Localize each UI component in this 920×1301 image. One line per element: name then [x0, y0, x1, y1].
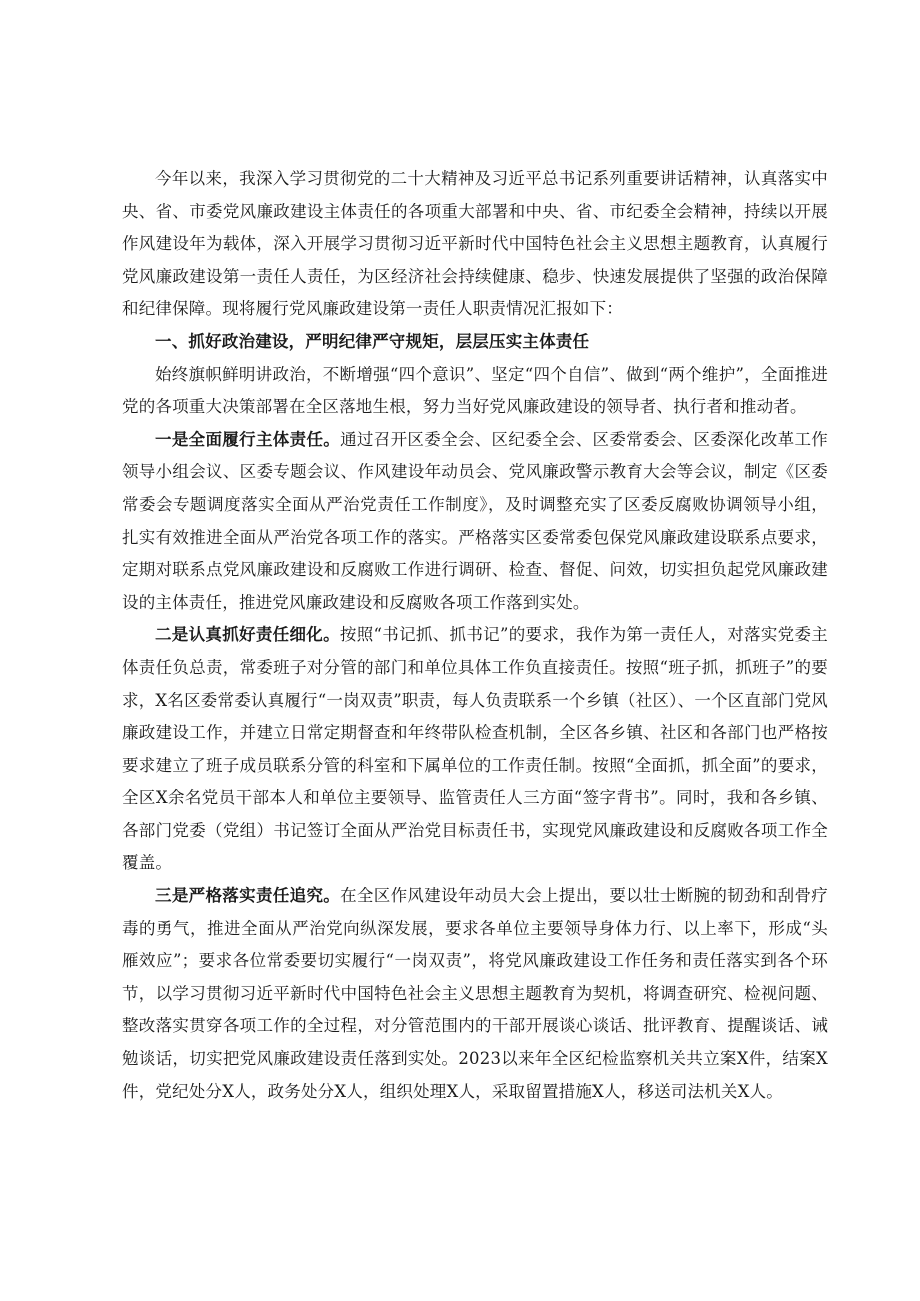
point-3-paragraph: [122, 880, 828, 1108]
section-heading-1: 一、抓好政治建设，严明纪律严守规矩，层层压实主体责任: [155, 331, 590, 351]
document-body: [122, 163, 828, 1108]
point-2-text: 按照“书记抓、抓书记”的要求，我作为第一责任人，对落实党委主体责任负总责，常委班子对分管的部门和单位具体工作负直接责任。按照“班子抓，抓班子”的要求，X名区委常委认真履行“一岗双责”职责，每人负责联系一个乡镇（社区）、一个区直部门党风廉政建设工作，并建立日常定期督查和年终带队检查机制，全区各乡镇、社区和各部门也严格按要求建立了班子成员联系分管的科室和下属单位的工作责任制。按照“全面抓，抓全面”的要求，全区X余名党员干部本人和单位主要领导、监管责任人三方面“签字背书”。同时，我和各乡镇、各部门党委（党组）书记签订全面从严治党目标责任书，实现党风廉政建设和反腐败各项工作全覆盖。: [122, 625, 828, 873]
intro-paragraph: 今年以来，我深入学习贯彻党的二十大精神及习近平总书记系列重要讲话精神，认真落实中央、省、市委党风廉政建设主体责任的各项重大部署和中央、省、市纪委全会精神，持续以开展作风建设年为载体，深入开展学习贯彻习近平新时代中国特色社会主义思想主题教育，认真履行党风廉政建设第一责任人责任，为区经济社会持续健康、稳步、快速发展提供了坚强的政治保障和纪律保障。现将履行党风廉政建设第一责任人职责情况汇报如下：: [122, 169, 828, 319]
point-3-text: 在全区作风建设年动员大会上提出，要以壮士断腕的韧劲和刮骨疗毒的勇气，推进全面从严治党向纵深发展，要求各单位主要领导身体力行、以上率下，形成“头雁效应”；要求各位常委要切实履行“一岗双责”，将党风廉政建设工作任务和责任落实到各个环节，以学习贯彻习近平新时代中国特色社会主义思想主题教育为契机，将调查研究、检视问题、整改落实贯穿各项工作的全过程，对分管范围内的干部开展谈心谈话、批评教育、提醒谈话、诫勉谈话，切实把党风廉政建设责任落到实处。2023以来年全区纪检监察机关共立案X件，结案X件，党纪处分X人，政务处分X人，组织处理X人，采取留置措施X人，移送司法机关X人。: [122, 886, 828, 1101]
point-2-lead: 二是认真抓好责任细化。: [155, 625, 340, 645]
point-1-paragraph: [122, 424, 828, 620]
point-1-text: 通过召开区委全会、区纪委全会、区委常委会、区委深化改革工作领导小组会议、区委专题会议、作风建设年动员会、党风廉政警示教育大会等会议，制定《区委常委会专题调度落实全面从严治党责任工作制度》，及时调整充实了区委反腐败协调领导小组，扎实有效推进全面从严治党各项工作的落实。严格落实区委常委包保党风廉政建设联系点要求，定期对联系点党风廉政建设和反腐败工作进行调研、检查、督促、问效，切实担负起党风廉政建设的主体责任，推进党风廉政建设和反腐败各项工作落到实处。: [122, 429, 828, 612]
point-1-lead: 一是全面履行主体责任。: [155, 429, 341, 449]
point-3-lead: 三是严格落实责任追究。: [155, 886, 341, 906]
point-2-paragraph: [122, 619, 828, 880]
section-1-paragraph: 始终旗帜鲜明讲政治，不断增强“四个意识”、坚定“四个自信”、做到“两个维护”，全面推进党的各项重大决策部署在全区落地生根，努力当好党风廉政建设的领导者、执行者和推动者。: [122, 364, 828, 417]
